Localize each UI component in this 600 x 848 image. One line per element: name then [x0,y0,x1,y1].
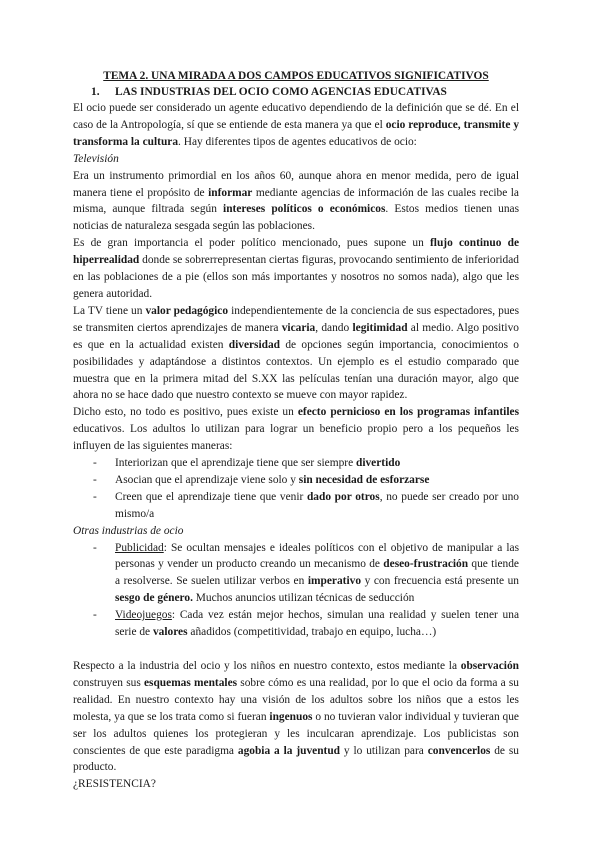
text: independientemente de la conciencia de sus espectadores, pues se transmiten ciertos aprendizajes de manera [73,304,520,334]
bold-text: informar [208,186,253,199]
text: La TV tiene un [73,304,146,317]
bold-text: convencerlos [427,744,491,757]
tv-paragraph-1 [73,168,519,236]
bold-text: deseo-frustración [383,558,469,571]
spacer [73,641,519,658]
bold-text: flujo continuo de hiperrealidad [73,237,519,267]
section-number: 1. [91,86,100,98]
text: sobre cómo es una realidad, por lo que el ocio da forma a su realidad. En nuestro contexto hay una visión de los adultos sobre los niños que a estos les molesta, ya que se los trata como si fueran [73,676,519,723]
bold-text: vicaria [281,321,316,334]
text: Dicho esto, no todo es positivo, pues existe un [73,406,298,419]
section-heading [91,84,519,100]
text: Muchos anuncios utilizan técnicas de seducción [192,592,415,605]
text: : Cada vez están mejor hechos, simulan una realidad y suelen tener una serie de [115,609,519,639]
text: donde se sobrerrepresentan ciertas figuras, provocando sentimiento de inferioridad en las poblaciones de a pie (ellos son más importantes y nosotros no somos nada), algo que les genera autoridad. [73,254,519,300]
underlined-term: Videojuegos [115,609,172,622]
bold-text: sin necesidad de esforzarse [298,473,430,486]
text: Respecto a la industria del ocio y los niños en nuestro contexto, estos mediante la [73,660,461,672]
intro-paragraph [73,100,519,151]
bold-text: agobia a la juventud [237,744,341,757]
bold-text: dado por otros [306,490,380,503]
underlined-term: Publicidad [115,541,164,554]
tv-paragraph-2 [73,235,519,303]
tv-heading: Televisión [73,152,119,165]
text: , no puede ser creado por uno mismo/a [115,490,519,520]
text: El ocio puede ser considerado un agente educativo dependiendo de la definición que se dé. En el caso de la Antropología, sí que se entiende de esta manera ya que el [73,102,519,131]
text: : Se ocultan mensajes e ideales políticos con el objetivo de manipular a las personas y vender un producto creando un mecanismo de [115,541,519,571]
text: de opciones según importancia, conocimientos o posibilidades y adaptándose a distintos contextos. Un ejemplo es el estudio comparado que muestra que en la primera mitad del S.XX las películas tenían una duración mayor, algo que ahora no se hace dado que nuestro contexto se mueve con mayor rapidez. [73,338,519,402]
list-item [93,540,519,608]
bold-text: efecto pernicioso en los programas infantiles [297,406,519,419]
bold-text: legitimidad [352,321,408,334]
other-industries-heading: Otras industrias de ocio [73,524,184,537]
bold-text: divertido [355,457,401,470]
text: construyen sus [73,676,144,689]
bold-text: valores [152,626,188,639]
bold-text: sesgo de género. [115,592,193,605]
text: añadidos (competitividad, trabajo en equipo, lucha…) [187,626,437,639]
text: educativos. Los adultos lo utilizan para lograr un beneficio propio pero a los pequeños les influyen de las siguientes maneras: [73,423,519,453]
tv-effects-list [73,455,519,523]
bold-text: observación [460,660,519,672]
list-item [93,455,519,472]
text: . Estos medios tienen unas noticias de naturaleza sesgada según las poblaciones. [73,203,520,233]
other-industries-list [73,540,519,641]
text: mediante agencias de información de las cuales recibe la misma, aunque filtrada según [73,186,519,216]
text: . Hay diferentes tipos de agentes educativos de ocio: [178,135,417,148]
bold-text: esquemas mentales [143,676,238,689]
list-item [93,489,519,523]
bold-text: ocio reproduce, transmite y transforma la cultura [73,118,520,148]
text: y lo utilizan para [340,744,428,757]
bold-text: diversidad [228,338,281,351]
text: o no tuvieran valor individual y tuvieran que ser los adultos quienes los protegieran y les inculcaran aprendizaje. Los publicistas son conscientes de que este paradigma [73,710,519,757]
text: de su producto. [73,744,519,774]
bold-text: intereses políticos o económicos [223,203,386,216]
bold-text: ingenuos [269,710,313,723]
text: Es de gran importancia el poder político mencionado, pues supone un [73,237,431,250]
text: que tiende a resolverse. Se suelen utilizar verbos en [115,558,519,588]
text: y con frecuencia está presente un [361,575,519,588]
tv-paragraph-3 [73,303,519,404]
text: Era un instrumento primordial en los años 60, aunque ahora en menor medida, pero de igual manera tiene el propósito de [73,169,519,199]
section-title: LAS INDUSTRIAS DEL OCIO COMO AGENCIAS EDUCATIVAS [115,86,447,98]
text: Creen que el aprendizaje tiene que venir [115,490,307,503]
text: al medio. Algo positivo es que en la actualidad existen [73,321,519,351]
bold-text: valor pedagógico [145,304,229,317]
text: Asocian que el aprendizaje viene solo y [115,473,299,486]
closing-question: ¿RESISTENCIA? [73,778,156,791]
closing-paragraph [73,658,519,776]
text: Interiorizan que el aprendizaje tiene que ser siempre [115,457,356,470]
tv-paragraph-4 [73,404,519,455]
page-title: TEMA 2. UNA MIRADA A DOS CAMPOS EDUCATIVOS SIGNIFICATIVOS [103,70,489,82]
bold-text: imperativo [307,575,362,588]
text: , dando [315,321,353,334]
list-item [93,472,519,489]
list-item [93,607,519,641]
